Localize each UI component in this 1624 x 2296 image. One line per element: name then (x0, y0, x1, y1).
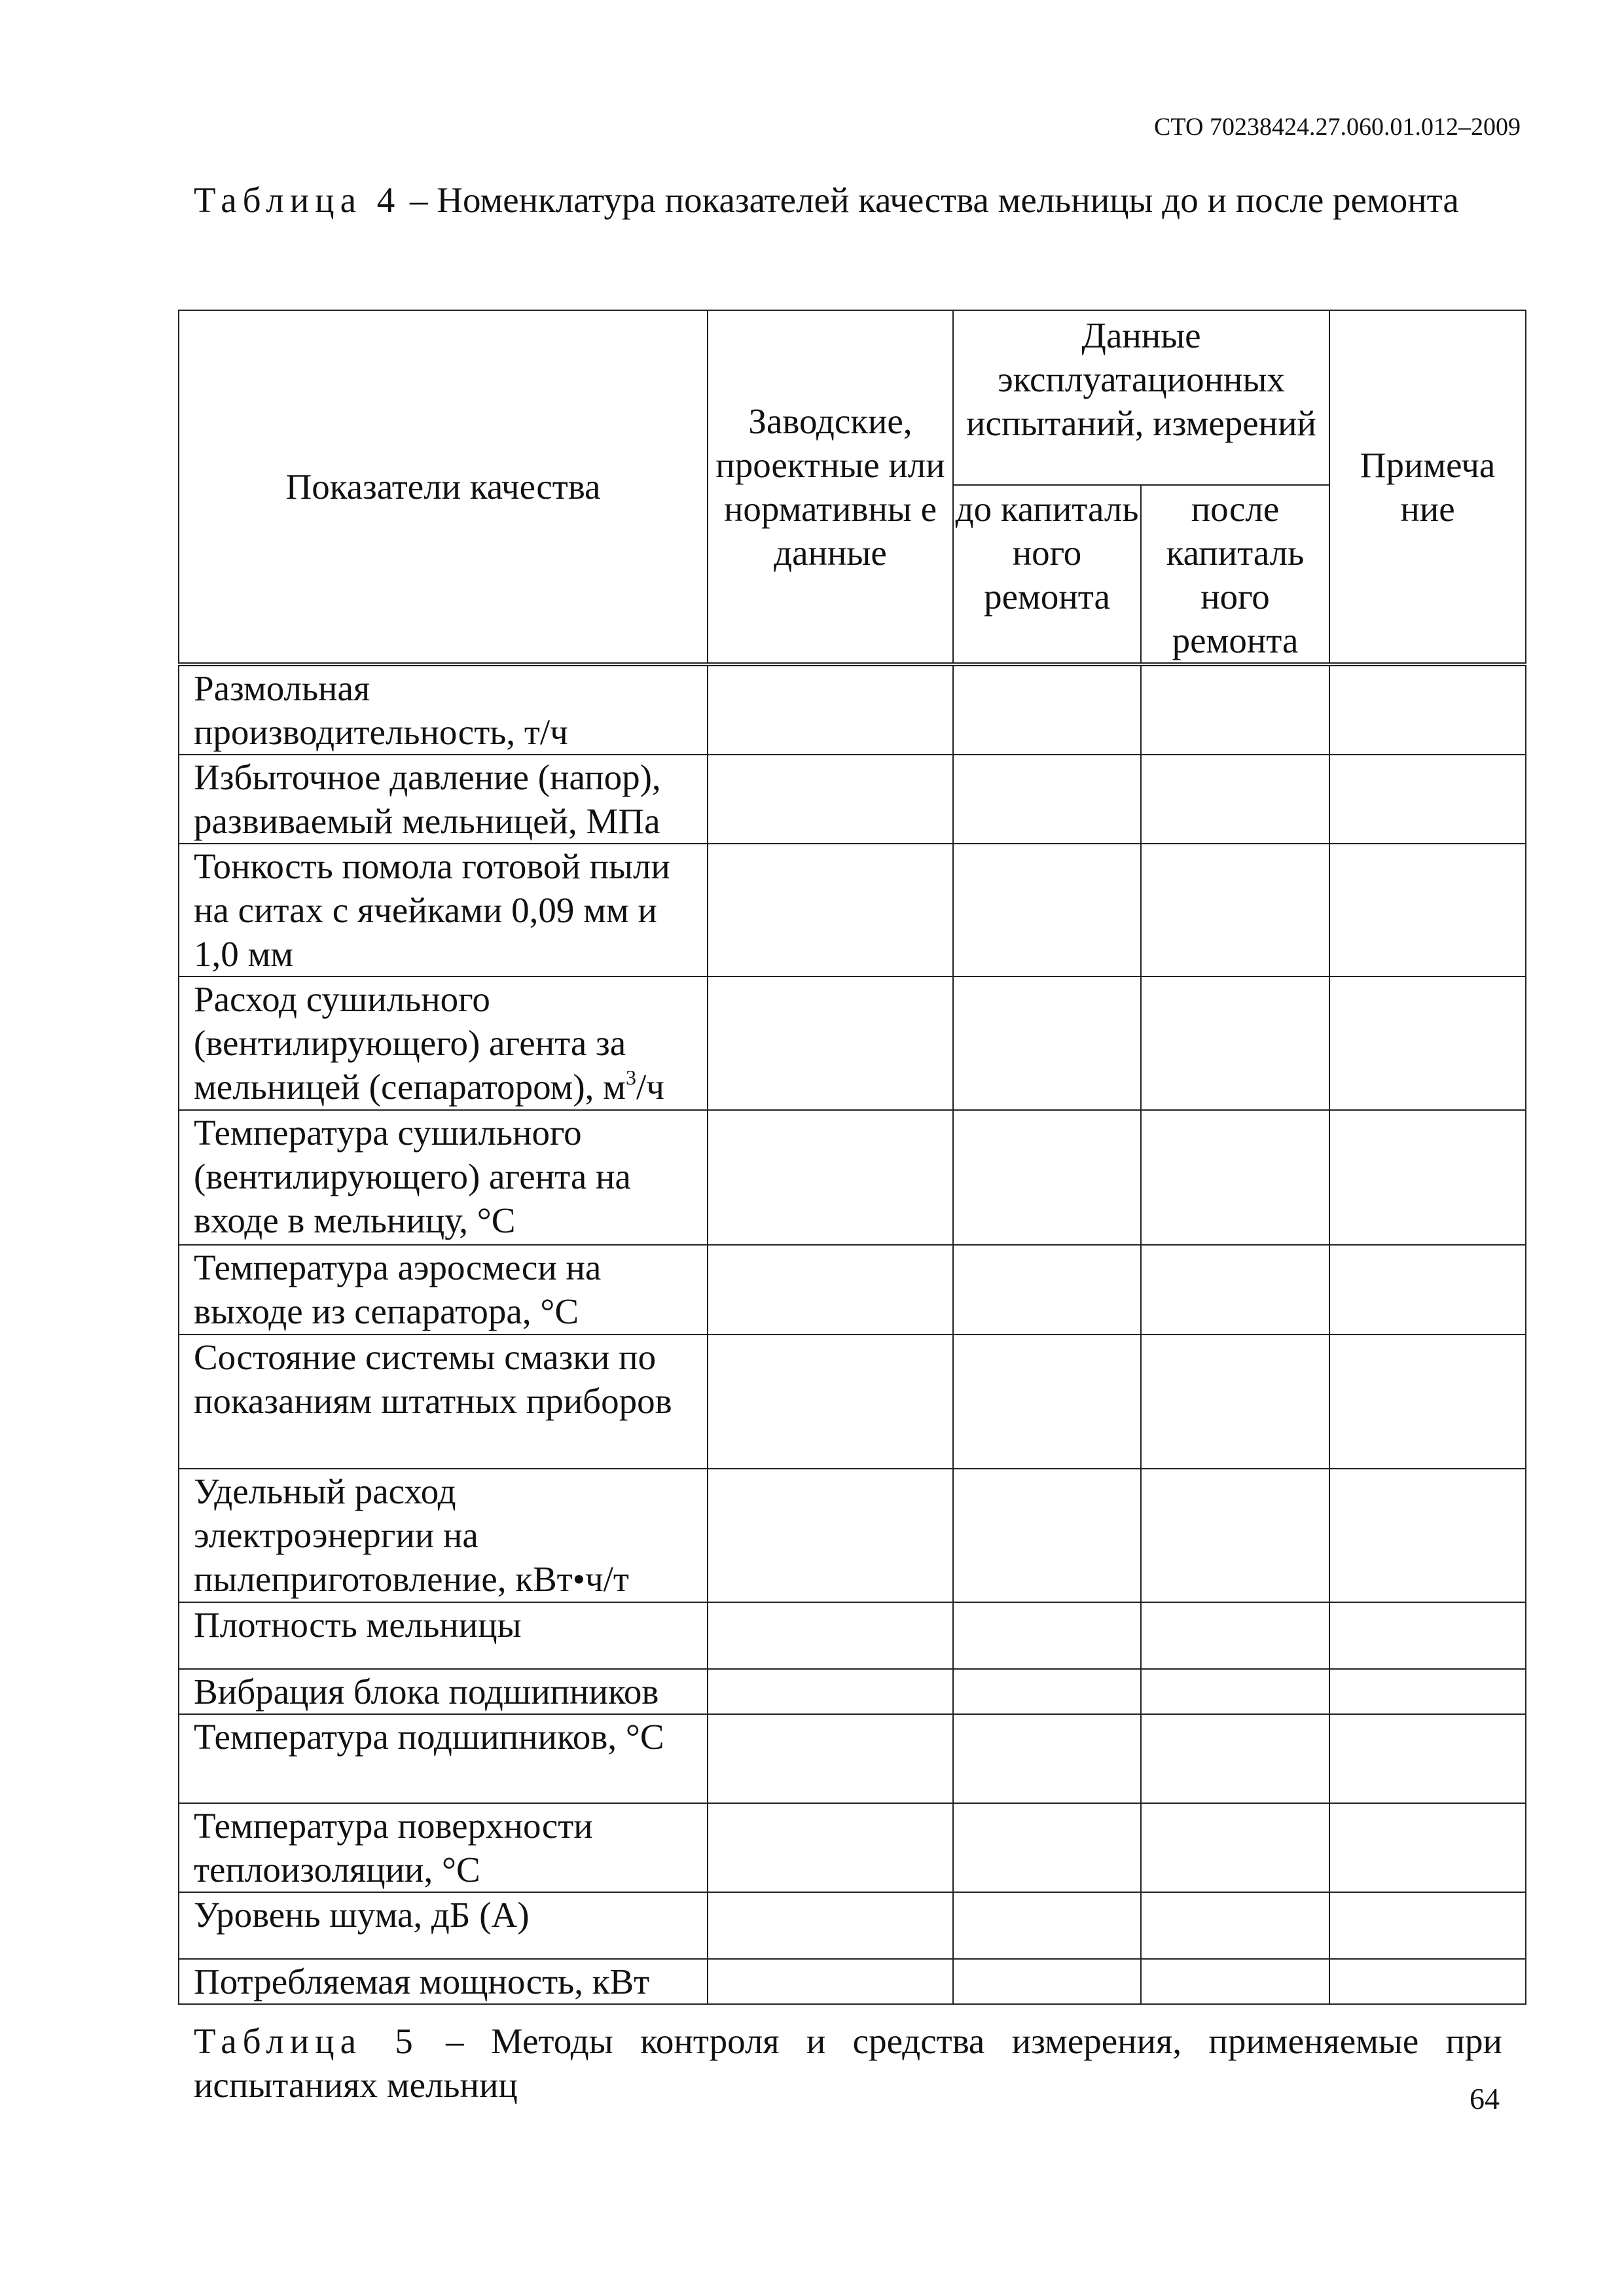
cell-plant (708, 755, 953, 844)
cell-plant (708, 1959, 953, 2004)
table-row (179, 1892, 1526, 1959)
cell-plant (708, 1602, 953, 1669)
cell-before (953, 1602, 1141, 1669)
cell-before (953, 977, 1141, 1110)
cell-before (953, 1959, 1141, 2004)
cell-plant (708, 977, 953, 1110)
document-code: СТО 70238424.27.060.01.012–2009 (1154, 113, 1521, 141)
cell-plant (708, 1714, 953, 1803)
column-header-indicator: Показатели качества (179, 310, 708, 664)
cell-note (1329, 1469, 1526, 1602)
table-row (179, 664, 1526, 755)
cell-after (1141, 664, 1329, 755)
cell-after (1141, 977, 1329, 1110)
cell-after (1141, 844, 1329, 977)
row-indicator-unit: /ч (636, 1067, 664, 1107)
cell-note (1329, 664, 1526, 755)
table-row (179, 1469, 1526, 1602)
table-5-label: Таблица 5 (194, 2021, 419, 2061)
cell-plant (708, 664, 953, 755)
row-indicator (179, 977, 708, 1110)
cell-note (1329, 1959, 1526, 2004)
table-row (179, 1602, 1526, 1669)
cell-note (1329, 977, 1526, 1110)
superscript-3: 3 (625, 1066, 636, 1089)
cell-plant (708, 1803, 953, 1892)
cell-note (1329, 844, 1526, 977)
cell-note (1329, 1714, 1526, 1803)
row-indicator: Размольная производительность, т/ч (179, 664, 708, 755)
cell-before (953, 755, 1141, 844)
column-header-after-repair: после капиталь ного ремонта (1141, 485, 1329, 664)
column-header-operational-tests: Данные эксплуатационных испытаний, измерений (953, 310, 1329, 485)
table-row (179, 844, 1526, 977)
cell-after (1141, 755, 1329, 844)
column-header-note: Примеча ние (1329, 310, 1526, 664)
cell-before (953, 1335, 1141, 1469)
cell-note (1329, 1602, 1526, 1669)
row-indicator: Тонкость помола готовой пыли на ситах с ячейками 0,09 мм и 1,0 мм (179, 844, 708, 977)
table-row (179, 1959, 1526, 2004)
cell-plant (708, 1110, 953, 1245)
table-row (179, 1110, 1526, 1245)
cell-after (1141, 1803, 1329, 1892)
cell-plant (708, 1892, 953, 1959)
column-header-before-repair: до капиталь ного ремонта (953, 485, 1141, 664)
cell-before (953, 1892, 1141, 1959)
cell-before (953, 1714, 1141, 1803)
cell-note (1329, 755, 1526, 844)
cell-note (1329, 1669, 1526, 1714)
cell-note (1329, 1245, 1526, 1335)
cell-before (953, 1245, 1141, 1335)
cell-after (1141, 1892, 1329, 1959)
table-row (179, 1245, 1526, 1335)
cell-before (953, 1469, 1141, 1602)
cell-after (1141, 1959, 1329, 2004)
cell-plant (708, 1245, 953, 1335)
page-number: 64 (1470, 2082, 1500, 2115)
cell-note (1329, 1335, 1526, 1469)
cell-note (1329, 1110, 1526, 1245)
row-indicator: Температура аэросмеси на выходе из сепаратора, °С (179, 1245, 708, 1335)
cell-plant (708, 1335, 953, 1469)
table-4-label: Таблица 4 (194, 180, 401, 220)
row-indicator: Потребляемая мощность, кВт (179, 1959, 708, 2004)
column-header-plant-data: Заводские, проектные или нормативны е данные (708, 310, 953, 664)
row-indicator: Уровень шума, дБ (А) (179, 1892, 708, 1959)
row-indicator: Температура сушильного (вентилирующего) агента на входе в мельницу, °С (179, 1110, 708, 1245)
cell-plant (708, 1469, 953, 1602)
cell-after (1141, 1110, 1329, 1245)
cell-after (1141, 1335, 1329, 1469)
cell-before (953, 1803, 1141, 1892)
cell-plant (708, 844, 953, 977)
cell-after (1141, 1714, 1329, 1803)
row-indicator: Удельный расход электроэнергии на пылеприготовление, кВт•ч/т (179, 1469, 708, 1602)
table-row (179, 977, 1526, 1110)
row-indicator: Избыточное давление (напор), развиваемый мельницей, МПа (179, 755, 708, 844)
cell-after (1141, 1602, 1329, 1669)
cell-before (953, 1669, 1141, 1714)
cell-note (1329, 1892, 1526, 1959)
cell-after (1141, 1245, 1329, 1335)
table-4-title: – Номенклатура показателей качества мельницы до и после ремонта (401, 180, 1459, 220)
row-indicator: Плотность мельницы (179, 1602, 708, 1669)
cell-before (953, 1110, 1141, 1245)
table-row (179, 1803, 1526, 1892)
cell-note (1329, 1803, 1526, 1892)
cell-plant (708, 1669, 953, 1714)
row-indicator: Температура поверхности теплоизоляции, °С (179, 1803, 708, 1892)
row-indicator: Температура подшипников, °С (179, 1714, 708, 1803)
cell-before (953, 844, 1141, 977)
table-5-caption (194, 2019, 1502, 2107)
table-row (179, 1669, 1526, 1714)
table-row (179, 755, 1526, 844)
row-indicator: Состояние системы смазки по показаниям штатных приборов (179, 1335, 708, 1469)
row-indicator: Вибрация блока подшипников (179, 1669, 708, 1714)
table-5-title: – Методы контроля и средства измерения, применяемые при испытаниях мельниц (194, 2021, 1502, 2105)
table-row (179, 1714, 1526, 1803)
table-row (179, 1335, 1526, 1469)
table-4-caption (194, 178, 1502, 222)
cell-before (953, 664, 1141, 755)
cell-after (1141, 1669, 1329, 1714)
quality-indicators-table (178, 310, 1526, 2005)
row-indicator-text: Расход сушильного (вентилирующего) агента за мельницей (сепаратором), м (194, 979, 626, 1107)
cell-after (1141, 1469, 1329, 1602)
